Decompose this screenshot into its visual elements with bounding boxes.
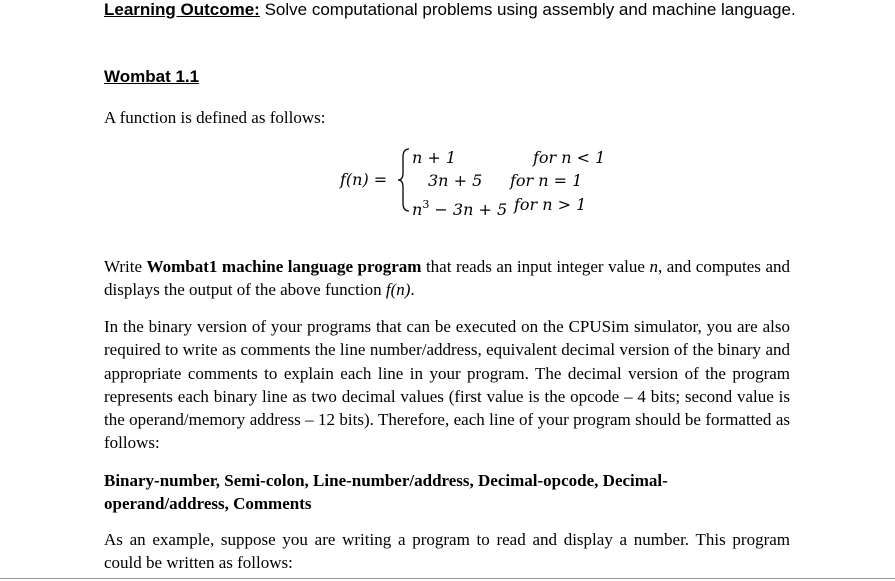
case-2-condition: for n = 1	[510, 171, 583, 190]
case-3-exponent: 3	[422, 198, 430, 211]
case-1-expression: n + 1	[412, 148, 457, 167]
case-3-condition: for n > 1	[514, 195, 587, 214]
case-3-expression	[412, 195, 507, 220]
case-2-expression: 3n + 5	[428, 171, 483, 190]
page-divider	[0, 578, 895, 579]
learning-outcome-label: Learning Outcome:	[104, 0, 260, 19]
learning-outcome-text: Solve computational problems using assembly and machine language.	[259, 0, 796, 19]
task-text-c: that reads an input integer value	[421, 257, 650, 276]
task-text-g: .	[410, 280, 415, 300]
task-text-e: , and computes and displays the output of the above function	[104, 257, 790, 300]
requirements-paragraph: In the binary version of your programs that can be executed on the CPUSim simulator, you are also required to write as comments the line number/address, equivalent decimal version of the binary and appropriate comments to explain each line in your program. The decimal version of the program represents each binary line as two decimal values (first value is the opcode – 4 bits; second value is the operand/memory address – 12 bits). Therefore, each line of your program should be formatted as follows:	[104, 317, 790, 453]
learning-outcome	[104, 0, 796, 20]
format-specification: Binary-number, Semi-colon, Line-number/address, Decimal-opcode, Decimal-operand/address, Comments	[104, 471, 668, 514]
task-text-a: Write	[104, 257, 147, 276]
case-1-condition: for n < 1	[533, 148, 606, 167]
brace-icon	[397, 147, 411, 213]
example-paragraph: As an example, suppose you are writing a program to read and display a number. This program could be written as follows:	[104, 530, 790, 573]
case-3-base: n	[412, 200, 423, 219]
task-program-name: Wombat1 machine language program	[146, 257, 422, 276]
case-3-rest: − 3n + 5	[429, 200, 508, 219]
function-lhs: f(n) =	[340, 170, 388, 189]
task-paragraph	[104, 255, 790, 302]
task-variable-n: n	[649, 257, 658, 276]
intro-text: A function is defined as follows:	[104, 108, 326, 127]
section-heading: Wombat 1.1	[104, 67, 200, 86]
task-function-ref: f(n)	[385, 280, 411, 300]
